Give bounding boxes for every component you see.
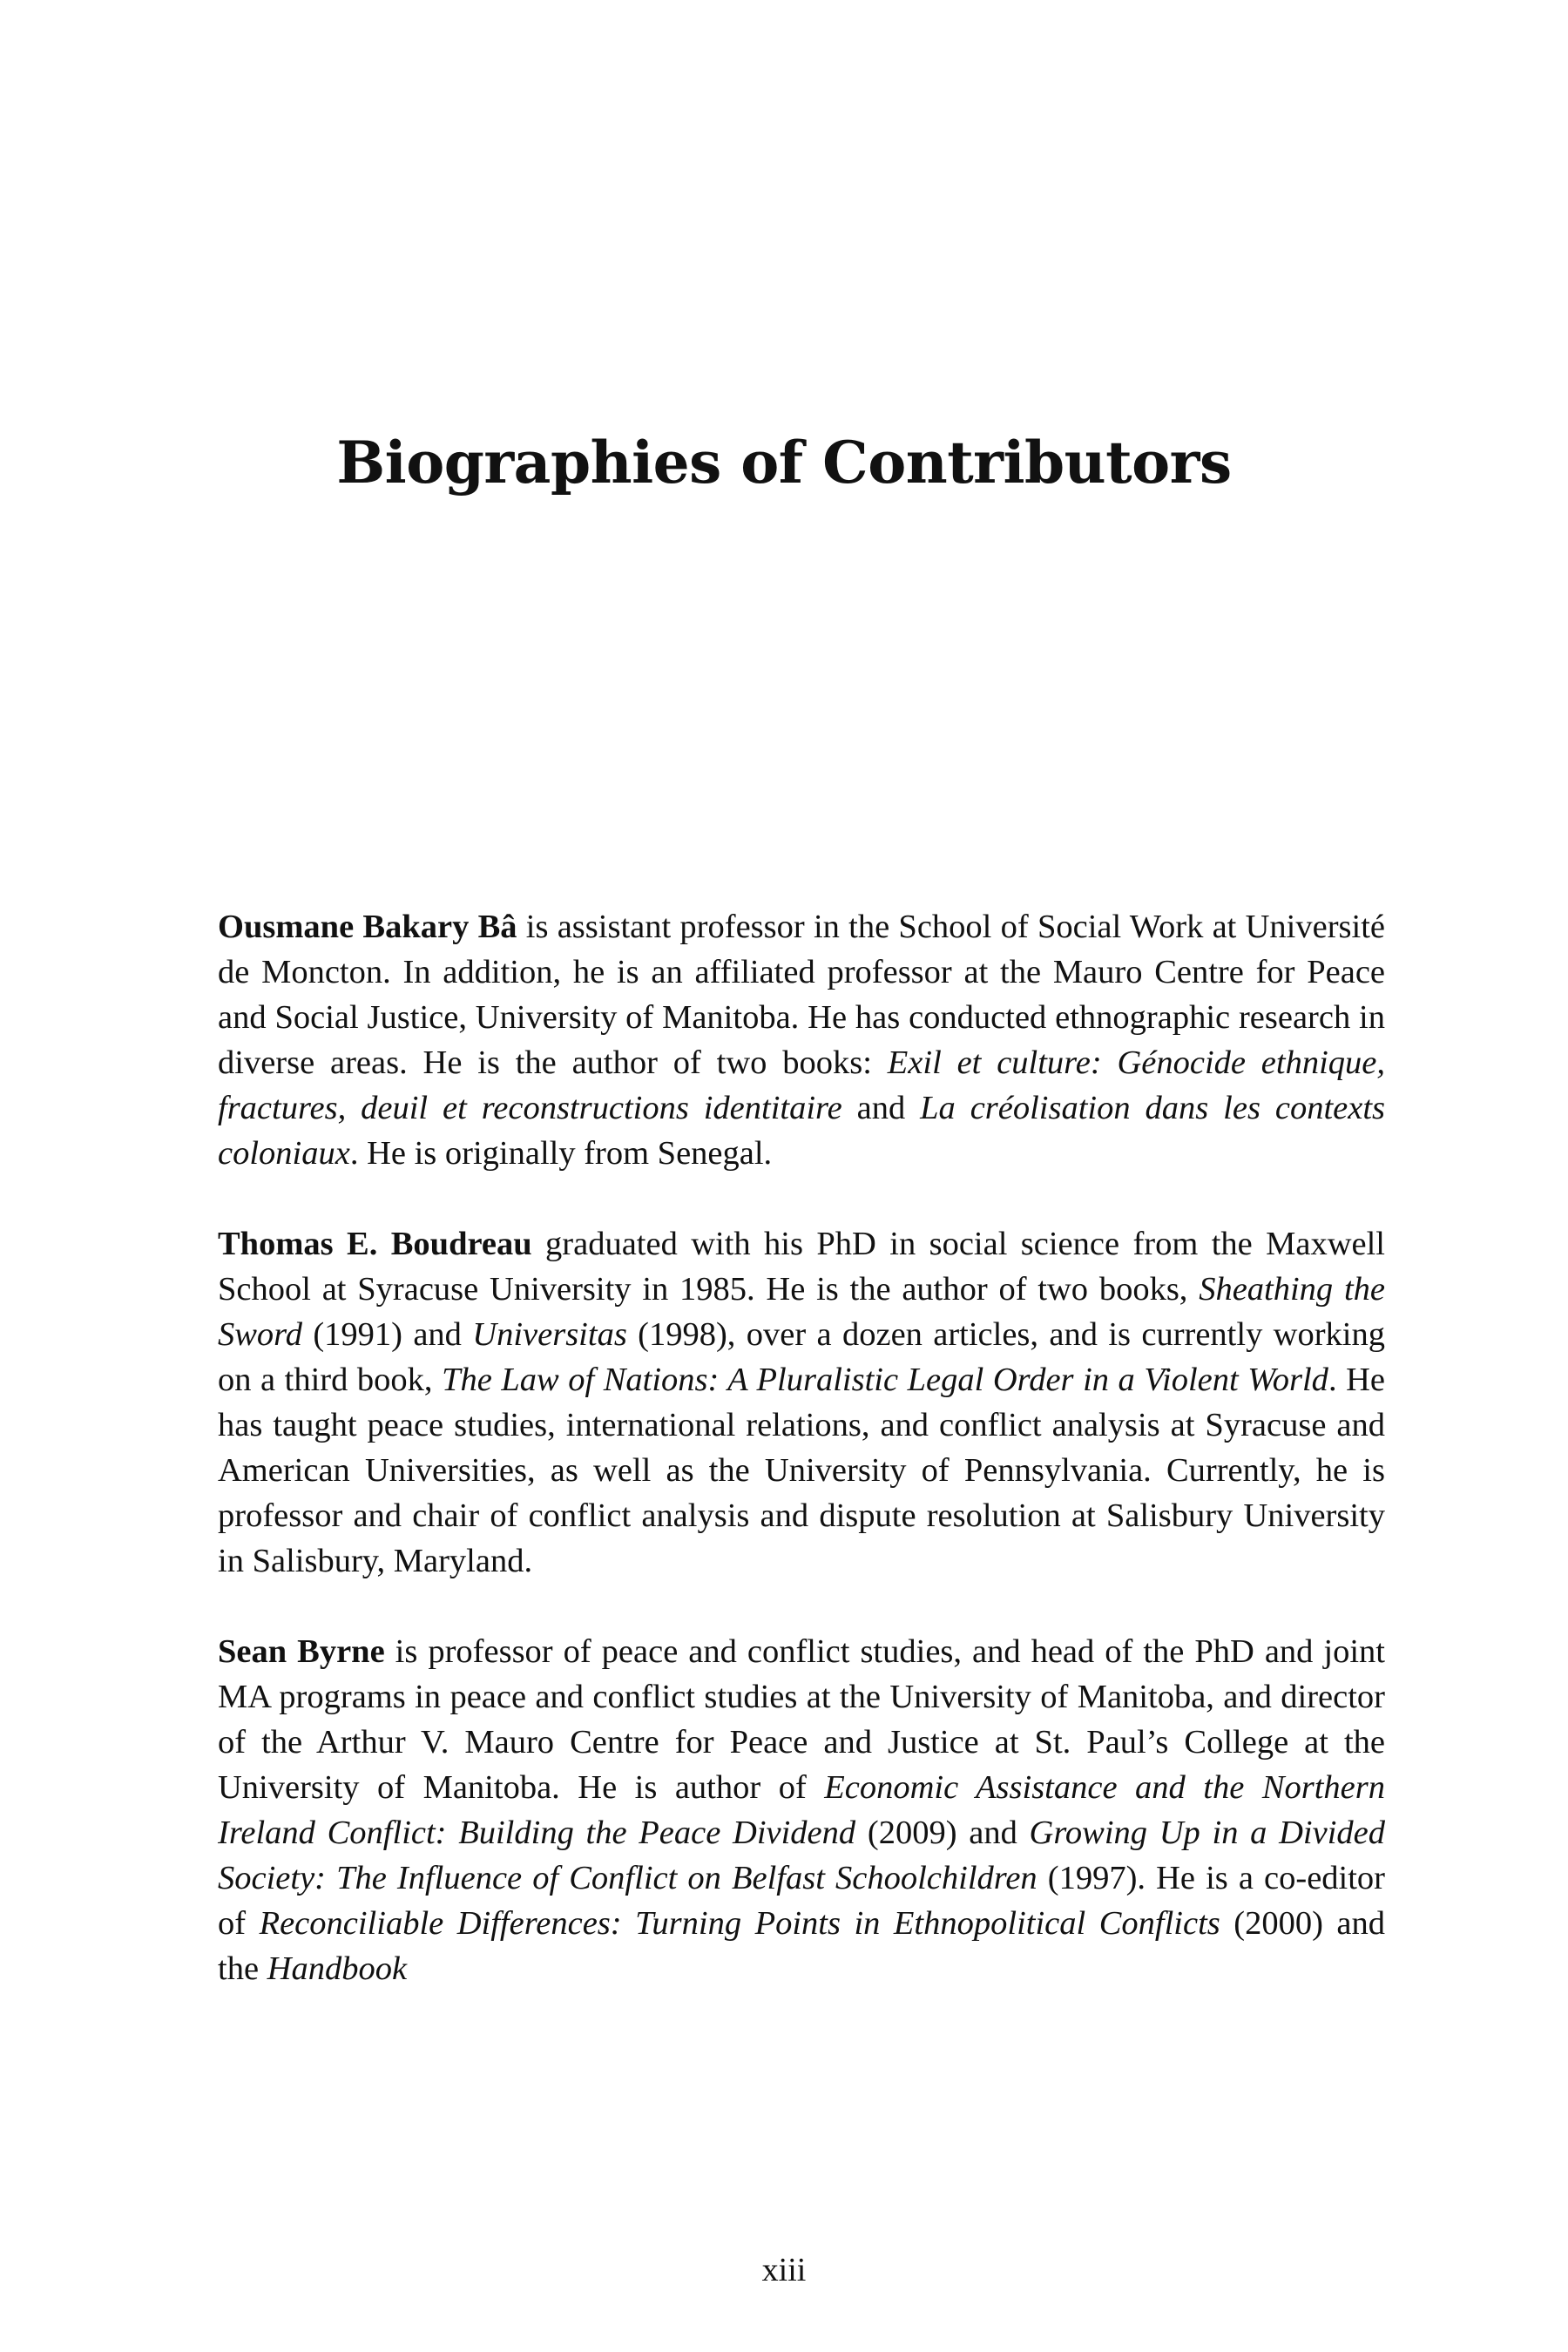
book-title: Reconciliable Differences: Turning Points in Ethnopolitical Conflicts — [259, 1905, 1220, 1942]
bio-text: . He is originally from Senegal. — [349, 1135, 773, 1172]
book-title: Exil et culture: Génocide ethnique, fractures, deuil et reconstructions identitaire — [218, 1044, 1385, 1126]
bio-ousmane-bakary-ba — [218, 904, 1385, 1176]
page-title: Biographies of Contributors — [336, 429, 1232, 497]
biography-list — [218, 904, 1385, 2037]
book-title: Economic Assistance and the Northern Ireland Conflict: Building the Peace Dividend — [218, 1769, 1386, 1851]
bio-text: is assistant professor in the School of Social Work at Université de Moncton. In addition, he is an affiliated professor at the Mauro Centre for Peace and Social Justice, University of Manitoba. He has conducted ethnographic research in diverse areas. He is the author of two books: — [218, 909, 1385, 1081]
contributor-name: Thomas E. Boudreau — [218, 1226, 532, 1262]
bio-text: (1991) and — [301, 1316, 473, 1353]
bio-text: (1997). He is a co-editor of — [218, 1860, 1386, 1942]
bio-thomas-e-boudreau — [218, 1221, 1385, 1584]
bio-sean-byrne — [218, 1629, 1385, 1991]
book-title: Sheathing the Sword — [218, 1271, 1385, 1353]
book-title: Universitas — [472, 1316, 627, 1353]
bio-text: graduated with his PhD in social science from the Maxwell School at Syracuse University in 1985. He is the author of two books, — [218, 1226, 1385, 1308]
book-title: La créolisation dans les contexts coloniaux — [218, 1090, 1385, 1172]
bio-text: and — [841, 1090, 921, 1126]
bio-text: (1998), over a dozen articles, and is currently working on a third book, — [218, 1316, 1385, 1398]
book-title: Handbook — [267, 1950, 408, 1987]
bio-text: is professor of peace and conflict studies, and head of the PhD and joint MA programs in peace and conflict studies at the University of Manitoba, and director of the Arthur V. Mauro Centre for Peace and Justice at St. Paul’s College at the University of Manitoba. He is author of — [218, 1633, 1385, 1806]
contributor-name: Ousmane Bakary Bâ — [218, 909, 517, 945]
book-title: The Law of Nations: A Pluralistic Legal Order in a Violent World — [442, 1362, 1328, 1398]
bio-text: (2000) and the — [218, 1905, 1385, 1987]
bio-text: . He has taught peace studies, international relations, and conflict analysis at Syracuse and American Universities, as well as the University of Pennsylvania. Currently, he is professor and chair of conflict analysis and dispute resolution at Salisbury University in Salisbury, Maryland. — [218, 1362, 1385, 1579]
contributor-name: Sean Byrne — [218, 1633, 385, 1670]
page-number: xiii — [761, 2252, 807, 2288]
bio-text: (2009) and — [855, 1815, 1030, 1851]
book-title: Growing Up in a Divided Society: The Influence of Conflict on Belfast Schoolchildren — [218, 1815, 1385, 1896]
